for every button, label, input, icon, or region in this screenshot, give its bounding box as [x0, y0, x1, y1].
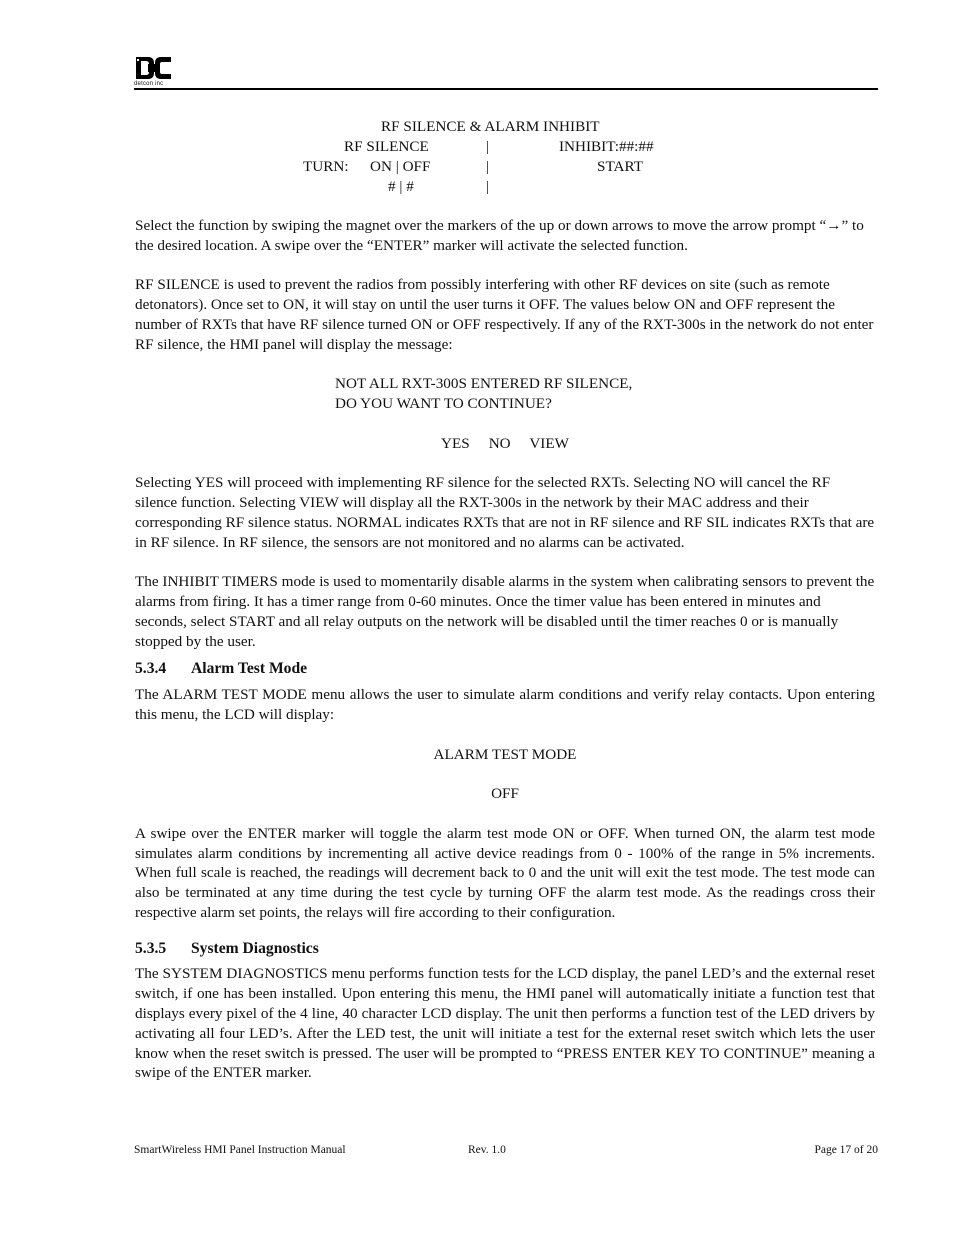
lcd-separator: |: [486, 158, 490, 175]
detcon-logo-icon: [134, 56, 172, 80]
paragraph-alarm-test-body: A swipe over the ENTER marker will toggle the alarm test mode ON or OFF. When turned ON, the alarm test mode simulates alarm conditions by incrementing all active device readings from 0 - 100% of the range in 5% increments. When full scale is reached, the readings will decrement back to 0 and the unit will exit the test mode. The test mode can also be terminated at any time during the test cycle by turning OFF the alarm test mode. As the readings cross their respective alarm set points, the relays will fire according to their configuration.: [135, 824, 875, 921]
document-body: [135, 117, 875, 1083]
footer-page-number: Page 17 of 20: [814, 1144, 878, 1156]
paragraph-system-diagnostics: The SYSTEM DIAGNOSTICS menu performs function tests for the LCD display, the panel LED’s and the external reset switch, if one has been installed. Upon entering this menu, the HMI panel will automatically initiate a function test that displays every pixel of the 4 line, 40 character LCD display. The unit then performs a function test of the LED drivers by activating all four LED’s. After the LED test, the unit will initiate a test for the external reset switch which lets the user know when the reset switch is pressed. The user will be prompted to “PRESS ENTER KEY TO CONTINUE” meaning a swipe of the ENTER marker.: [135, 965, 875, 1082]
message-options: YES NO VIEW: [441, 434, 569, 452]
lcd-inhibit-label: INHIBIT:##:##: [559, 138, 654, 155]
paragraph-selecting-yes: Selecting YES will proceed with implementing RF silence for the selected RXTs. Selecting NO will cancel the RF silence function. Selecting VIEW will display all the RXT-300s in the network by their MAC address and their corresponding RF silence status. NORMAL indicates RXTs that are not in RF silence and RF SIL indicates RXTs that are in RF silence. In RF silence, the sensors are not monitored and no alarms can be activated.: [135, 474, 875, 551]
paragraph-alarm-test-intro: The ALARM TEST MODE menu allows the user to simulate alarm conditions and verify relay contacts. Upon entering this menu, the LCD will display:: [135, 686, 875, 723]
lcd-alarm-test-title: ALARM TEST MODE: [433, 745, 577, 763]
section-heading-5-3-4: [135, 659, 875, 679]
logo-caption: detcon inc: [134, 81, 164, 87]
paragraph-rf-silence: RF SILENCE is used to prevent the radios from possibly interfering with other RF devices on site (such as remote detonators). Once set to ON, it will stay on until the user turns it OFF. The values below ON and OFF represent the number of RXTs that have RF silence turned ON or OFF respectively. If any of the RXT-300s in the network do not enter RF silence, the HMI panel will display the message:: [135, 276, 874, 353]
lcd-start-label: START: [597, 158, 643, 175]
paragraph-select-function: Select the function by swiping the magnet over the markers of the up or down arrows to move the arrow prompt “→” to the desired location. A swipe over the “ENTER” marker will activate the selected function.: [135, 216, 864, 254]
section-title: Alarm Test Mode: [191, 660, 308, 678]
lcd-title: RF SILENCE & ALARM INHIBIT: [381, 118, 600, 135]
footer-manual-title: SmartWireless HMI Panel Instruction Manual: [134, 1144, 346, 1156]
section-title: System Diagnostics: [191, 939, 319, 957]
lcd-counts: # | #: [388, 178, 414, 195]
section-heading-5-3-5: [135, 939, 875, 959]
lcd-on-off-options: ON | OFF: [370, 158, 431, 175]
footer-revision: Rev. 1.0: [468, 1144, 506, 1156]
lcd-separator: |: [486, 138, 490, 155]
message-line-1: NOT ALL RXT-300S ENTERED RF SILENCE,: [335, 375, 633, 393]
section-number: 5.3.5: [135, 939, 167, 957]
message-line-2: DO YOU WANT TO CONTINUE?: [335, 394, 552, 412]
lcd-rf-silence-display: [135, 117, 875, 196]
lcd-rf-silence-label: RF SILENCE: [344, 138, 429, 155]
lcd-alarm-test-value: OFF: [491, 785, 519, 803]
section-number: 5.3.4: [135, 660, 167, 678]
paragraph-inhibit-timers: The INHIBIT TIMERS mode is used to momentarily disable alarms in the system when calibrating sensors to prevent the alarms from firing. It has a timer range from 0-60 minutes. Once the timer value has been entered in minutes and seconds, select START and all relay outputs on the network will be disabled until the timer reaches 0 or is manually stopped by the user.: [135, 573, 875, 650]
company-logo: [134, 56, 174, 90]
lcd-separator: |: [486, 178, 490, 195]
lcd-turn-label: TURN:: [303, 158, 349, 175]
header-divider: [134, 88, 878, 90]
